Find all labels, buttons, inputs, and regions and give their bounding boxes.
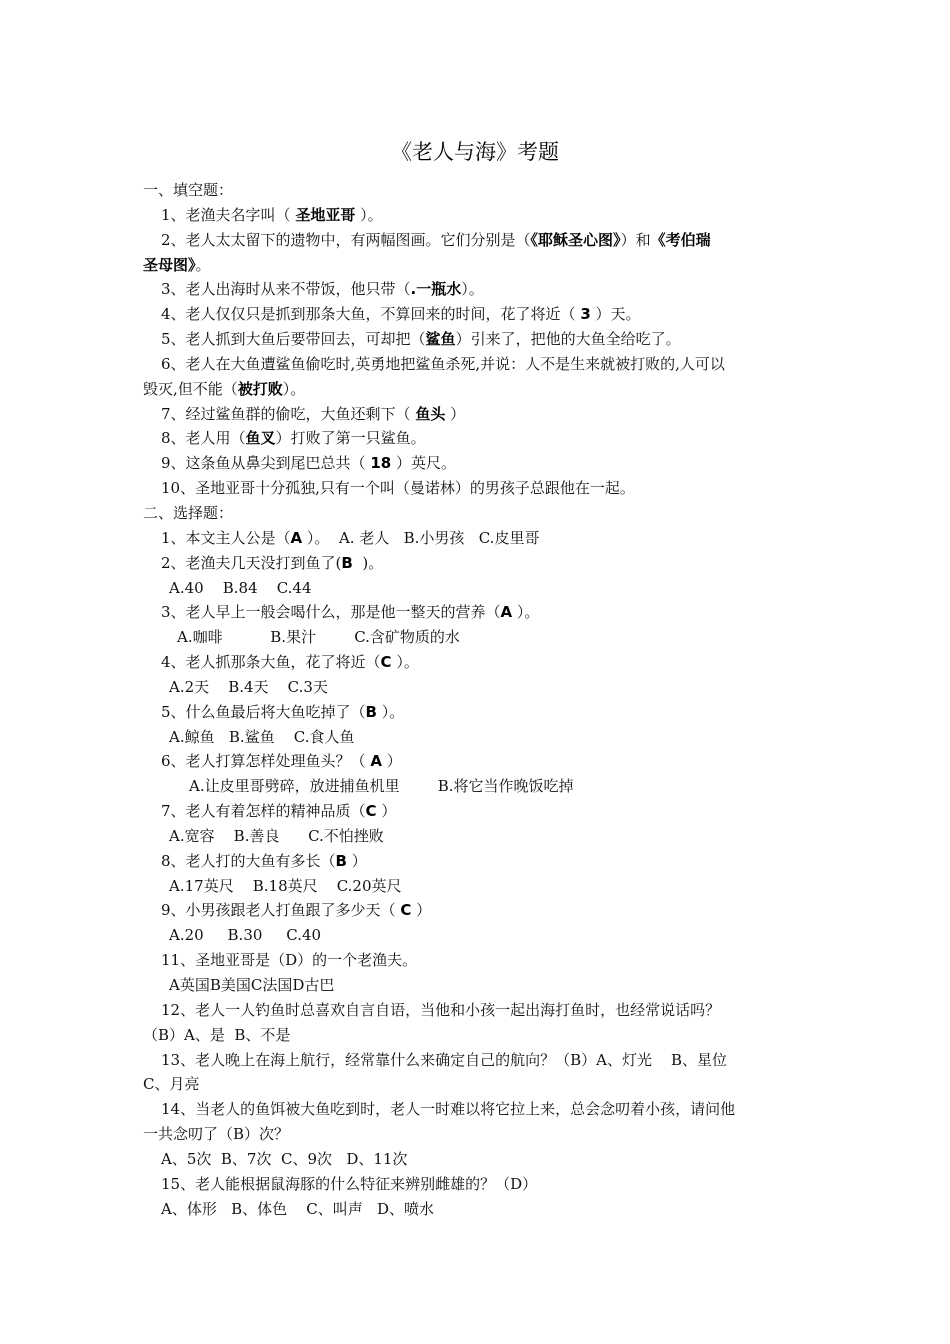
answer: .一瓶水 [410, 280, 462, 299]
answer: C [380, 653, 392, 672]
answer: A [370, 752, 382, 771]
page-title: 《老人与海》考题 [391, 140, 559, 164]
answer: 3 [580, 305, 591, 324]
choice-7-options: A.宽容 B.善良 C.不怕挫败 [169, 826, 384, 845]
answer: 《考伯瑞 [650, 230, 711, 249]
question-3: 3、老人出海时从来不带饭，他只带（.一瓶水）。 [161, 280, 484, 299]
answer: B [335, 851, 347, 870]
choice-15-options: A、体形 B、体色 C、叫声 D、喷水 [161, 1199, 435, 1218]
answer: 18 [370, 454, 392, 473]
choice-5-options: A.鲸鱼 B.鲨鱼 C.食人鱼 [169, 727, 355, 746]
question-5: 5、老人抓到大鱼后要带回去，可却把（鲨鱼）引来了，把他的大鱼全给吃了。 [161, 330, 681, 349]
choice-3-options: A.咖啡 B.果汁 C.含矿物质的水 [177, 628, 460, 647]
answer: C [365, 802, 377, 821]
answer: B [365, 702, 377, 721]
choice-8: 8、老人打的大鱼有多长（B ） [161, 851, 367, 870]
answer: 圣母图》 [143, 255, 196, 274]
answer: B [341, 553, 353, 572]
answer: 《耶稣圣心图》 [530, 230, 621, 249]
question-7: 7、经过鲨鱼群的偷吃，大鱼还剩下（ 鱼头 ） [161, 404, 466, 423]
choice-8-options: A.17英尺 B.18英尺 C.20英尺 [169, 876, 402, 895]
answer: C [400, 901, 412, 920]
choice-6: 6、老人打算怎样处理鱼头？（ A ） [161, 752, 402, 771]
choice-14-options: A、5次 B、7次 C、9次 D、11次 [161, 1149, 408, 1168]
choice-2: 2、老渔夫几天没打到鱼了(B )。 [161, 553, 384, 572]
choice-11: 11、圣地亚哥是（D）的一个老渔夫。 [161, 951, 418, 970]
question-4: 4、老人仅仅只是抓到那条大鱼，不算回来的时间，花了将近（ 3 ）天。 [161, 305, 641, 324]
answer: A [290, 528, 303, 547]
section-heading-choice: 二、选择题： [143, 503, 234, 522]
choice-14: 14、当老人的鱼饵被大鱼吃到时，老人一时难以将它拉上来，总会念叨着小孩，请问他 [161, 1100, 736, 1119]
question-2: 2、老人太太留下的遗物中，有两幅图画。它们分别是（《耶稣圣心图》）和《考伯瑞 [161, 230, 711, 249]
choice-5: 5、什么鱼最后将大鱼吃掉了（B ）。 [161, 702, 405, 721]
choice-13: 13、老人晚上在海上航行，经常靠什么来确定自己的航向？（B）A、灯光 B、星位 [161, 1050, 728, 1069]
choice-9-options: A.20 B.30 C.40 [169, 926, 322, 945]
choice-4: 4、老人抓那条大鱼，花了将近（C ）。 [161, 653, 419, 672]
question-2-cont: 圣母图》。 [143, 255, 211, 274]
answer: A [500, 603, 513, 622]
choice-9: 9、小男孩跟老人打鱼跟了多少天（ C ） [161, 901, 432, 920]
section-heading-fill-in: 一、填空题： [143, 181, 234, 199]
choice-13-cont: C、月亮 [143, 1075, 200, 1094]
question-6: 6、老人在大鱼遭鲨鱼偷吃时,英勇地把鲨鱼杀死,并说：人不是生来就被打败的,人可以 [161, 354, 725, 373]
question-9: 9、这条鱼从鼻尖到尾巴总共（ 18 ）英尺。 [161, 454, 456, 473]
choice-2-options: A.40 B.84 C.44 [169, 578, 312, 597]
choice-14-cont: 一共念叨了（B）次？ [143, 1125, 290, 1144]
answer: 圣地亚哥 [295, 205, 356, 224]
document-body [143, 178, 813, 1221]
choice-11-options: A英国B美国C法国D古巴 [169, 976, 335, 994]
choice-1: 1、本文主人公是（A ）。 A. 老人 B.小男孩 C.皮里哥 [161, 528, 540, 547]
answer: 鱼头 [415, 404, 446, 423]
answer: 鱼叉 [245, 429, 276, 448]
question-10: 10、圣地亚哥十分孤独,只有一个叫（曼诺林）的男孩子总跟他在一起。 [161, 479, 635, 498]
question-8: 8、老人用（鱼叉）打败了第一只鲨鱼。 [161, 429, 426, 448]
choice-4-options: A.2天 B.4天 C.3天 [169, 677, 328, 696]
choice-7: 7、老人有着怎样的精神品质（C ） [161, 802, 397, 821]
choice-6-options: A.让皮里哥劈碎，放进捕鱼机里 B.将它当作晚饭吃掉 [189, 777, 574, 796]
choice-12-cont: （B）A、是 B、不是 [143, 1025, 291, 1044]
choice-15: 15、老人能根据鼠海豚的什么特征来辨别雌雄的？（D） [161, 1174, 538, 1193]
answer: 鲨鱼 [425, 330, 456, 349]
choice-12: 12、老人一人钓鱼时总喜欢自言自语，当他和小孩一起出海打鱼时，也经常说话吗？ [161, 1000, 721, 1019]
question-1: 1、老渔夫名字叫（ 圣地亚哥 ）。 [161, 205, 383, 224]
answer: 被打败 [237, 379, 283, 398]
question-6-cont: 毁灭,但不能（被打败）。 [143, 379, 306, 398]
choice-3: 3、老人早上一般会喝什么，那是他一整天的营养（A ）。 [161, 603, 540, 622]
